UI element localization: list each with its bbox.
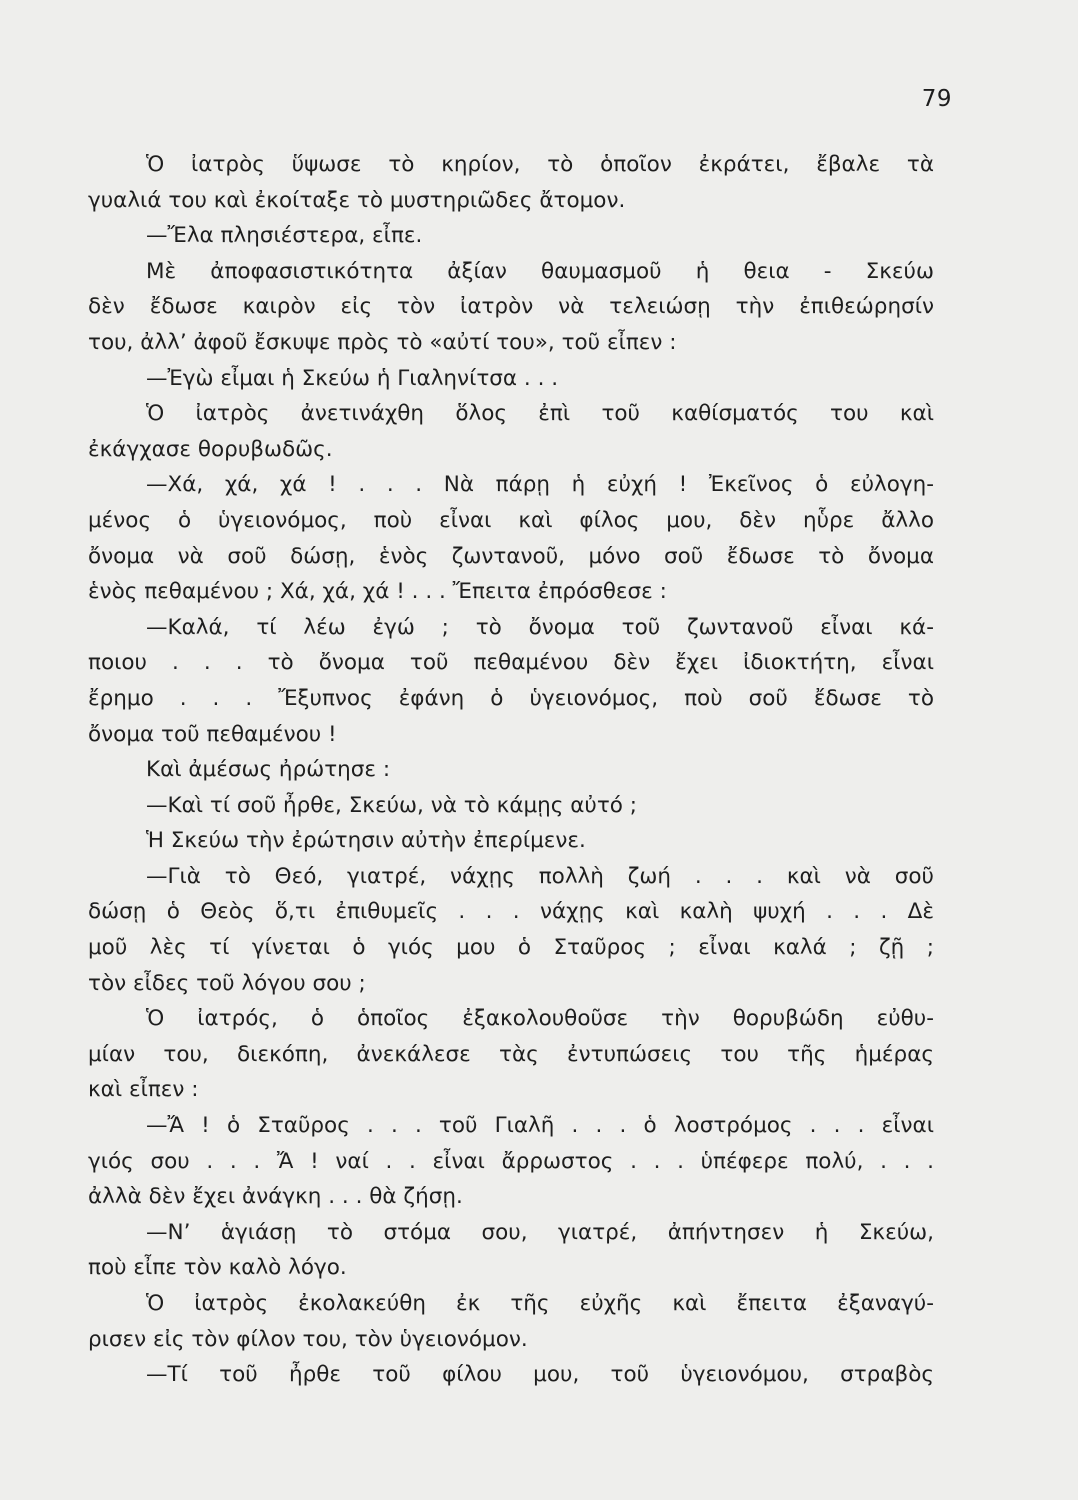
text-line: —Καλά, τί λέω ἐγώ ; τὸ ὄνομα τοῦ ζωντανοῦ εἶναι κά- <box>146 614 934 640</box>
text-line: —Γιὰ τὸ Θεό, γιατρέ, νάχῃς πολλὴ ζωή . . . καὶ νὰ σοῦ <box>146 863 934 889</box>
text-line: Ὁ ἰατρὸς ὕψωσε τὸ κηρίον, τὸ ὁποῖον ἐκράτει, ἔβαλε τὰ <box>146 152 934 177</box>
text-line: —Καὶ τί σοῦ ἦρθε, Σκεύω, νὰ τὸ κάμῃς αὐτό ; <box>146 792 638 818</box>
text-line: Καὶ ἀμέσως ἠρώτησε : <box>146 757 391 783</box>
text-line: ρισεν εἰς τὸν φίλον του, τὸν ὑγειονόμον. <box>88 1326 528 1352</box>
text-line: ὄνομα τοῦ πεθαμένου ! <box>88 721 337 747</box>
text-line: —Τί τοῦ ἦρθε τοῦ φίλου μου, τοῦ ὑγειονόμου, στραβὸς <box>146 1362 934 1388</box>
text-line: ἐκάγχασε θορυβωδῶς. <box>88 436 333 462</box>
text-line: δὲν ἔδωσε καιρὸν εἰς τὸν ἰατρὸν νὰ τελειώσῃ τὴν ἐπιθεώρησίν <box>88 294 934 320</box>
text-line: μίαν του, διεκόπη, ἀνεκάλεσε τὰς ἐντυπώσεις του τῆς ἡμέρας <box>88 1041 934 1067</box>
text-line: Ὁ ἰατρὸς ἐκολακεύθη ἐκ τῆς εὐχῆς καὶ ἔπειτα ἐξαναγύ- <box>146 1291 934 1316</box>
text-line: —Χά, χά, χά ! . . . Νὰ πάρῃ ἡ εὐχή ! Ἐκεῖνος ὁ εὐλογη- <box>146 472 934 498</box>
text-line: Ὁ ἰατρὸς ἀνετινάχθη ὅλος ἐπὶ τοῦ καθίσματός του καὶ <box>146 401 934 427</box>
text-line: Ὁ ἰατρός, ὁ ὁποῖος ἐξακολουθοῦσε τὴν θορυβώδη εὐθυ- <box>146 1006 934 1032</box>
text-line: ποιου . . . τὸ ὄνομα τοῦ πεθαμένου δὲν ἔχει ἰδιοκτήτη, εἶναι <box>88 650 934 676</box>
text-line: —Ἐγὼ εἶμαι ἡ Σκεύω ἡ Γιαληνίτσα . . . <box>146 365 559 391</box>
text-line: του, ἀλλ’ ἀφοῦ ἔσκυψε πρὸς τὸ «αὐτί του», τοῦ εἶπεν : <box>88 329 677 355</box>
body-text <box>88 147 934 1393</box>
text-line: —Ν’ ἁγιάσῃ τὸ στόμα σου, γιατρέ, ἀπήντησεν ἡ Σκεύω, <box>146 1219 934 1245</box>
text-line: ἑνὸς πεθαμένου ; Χά, χά, χά ! . . . Ἔπειτα ἐπρόσθεσε : <box>88 579 667 605</box>
text-line: καὶ εἶπεν : <box>88 1077 199 1103</box>
page-number: 79 <box>921 86 952 112</box>
text-line: —Ἄ ! ὁ Σταῦρος . . . τοῦ Γιαλῆ . . . ὁ λοστρόμος . . . εἶναι <box>146 1113 934 1139</box>
text-line: μοῦ λὲς τί γίνεται ὁ γιός μου ὁ Σταῦρος ; εἶναι καλά ; ζῇ ; <box>88 935 934 961</box>
text-line: δώσῃ ὁ Θεὸς ὅ,τι ἐπιθυμεῖς . . . νάχῃς καὶ καλὴ ψυχή . . . Δὲ <box>88 899 934 925</box>
text-line: μένος ὁ ὑγειονόμος, ποὺ εἶναι καὶ φίλος μου, δὲν ηὗρε ἄλλο <box>88 507 934 533</box>
text-line: —Ἔλα πλησιέστερα, εἶπε. <box>146 223 423 249</box>
text-line: γυαλιά του καὶ ἐκοίταξε τὸ μυστηριῶδες ἄτομον. <box>88 187 626 213</box>
text-line: ἀλλὰ δὲν ἔχει ἀνάγκη . . . θὰ ζήσῃ. <box>88 1184 463 1210</box>
text-line: ἔρημο . . . Ἔξυπνος ἐφάνη ὁ ὑγειονόμος, ποὺ σοῦ ἔδωσε τὸ <box>88 685 934 711</box>
text-line: τὸν εἶδες τοῦ λόγου σου ; <box>88 970 366 996</box>
text-line: ποὺ εἶπε τὸν καλὸ λόγο. <box>88 1255 347 1281</box>
text-line: γιός σου . . . Ἄ ! ναί . . εἶναι ἄρρωστος . . . ὑπέφερε πολύ, . . . <box>88 1148 934 1174</box>
text-line: Μὲ ἀποφασιστικότητα ἀξίαν θαυμασμοῦ ἡ θεια - Σκεύω <box>146 258 934 284</box>
text-line: ὄνομα νὰ σοῦ δώσῃ, ἑνὸς ζωντανοῦ, μόνο σοῦ ἔδωσε τὸ ὄνομα <box>88 543 934 569</box>
text-line: Ἡ Σκεύω τὴν ἐρώτησιν αὐτὴν ἐπερίμενε. <box>146 828 586 854</box>
